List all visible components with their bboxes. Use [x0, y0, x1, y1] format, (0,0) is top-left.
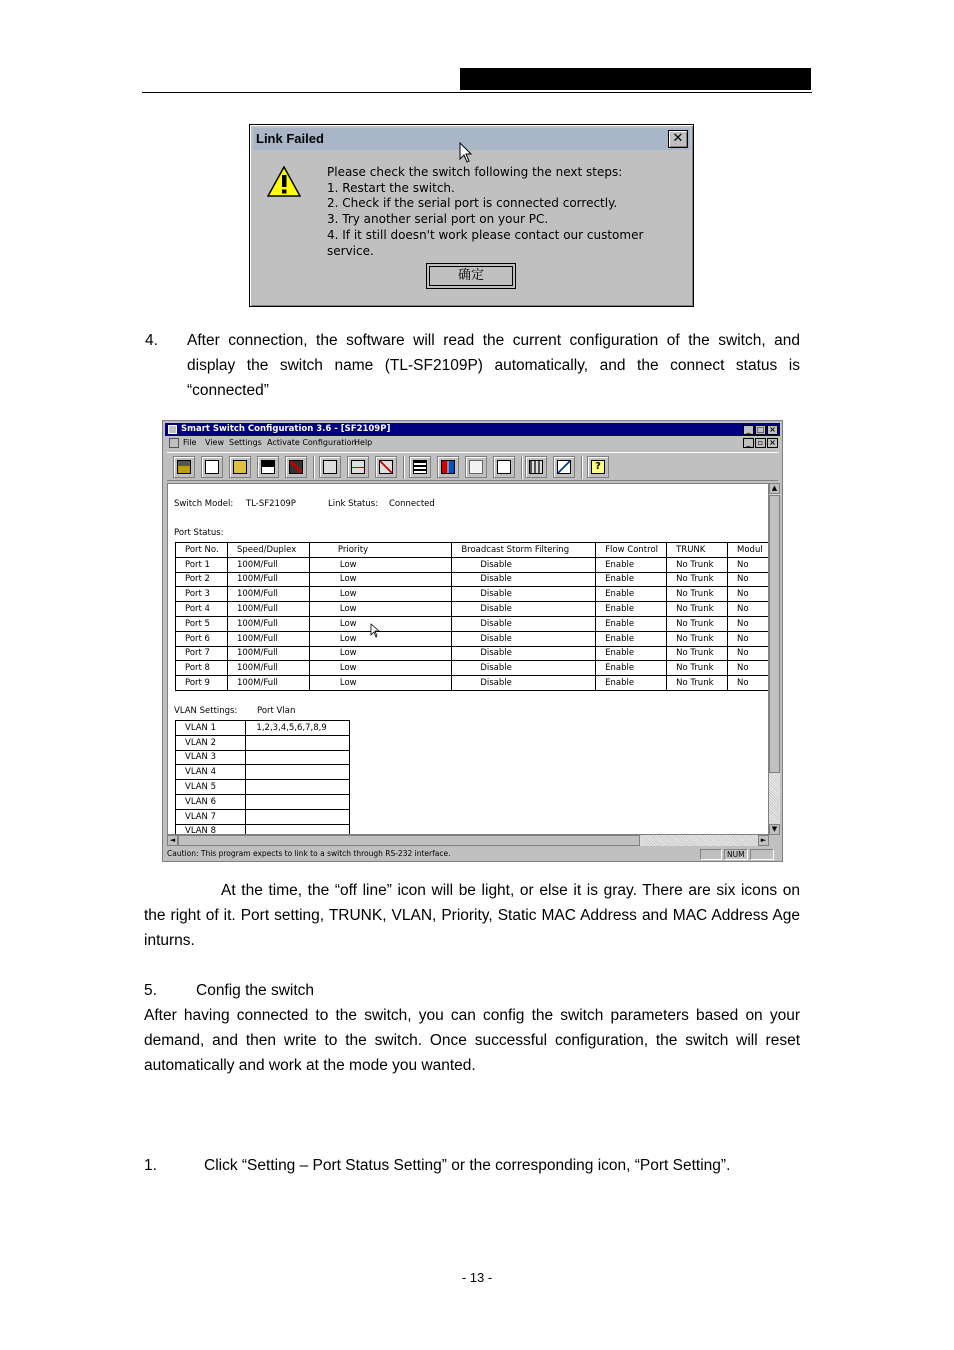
table-cell[interactable]: Low: [309, 602, 451, 617]
menu-help[interactable]: Help: [354, 438, 373, 447]
table-row[interactable]: [176, 735, 350, 750]
message-line: 4. If it still doesn't work please contact our customer service.: [327, 227, 644, 258]
step1-text: Click “Setting – Port Status Setting” or the corresponding icon, “Port Setting”.: [204, 1157, 731, 1174]
table-cell[interactable]: No Trunk: [667, 602, 728, 617]
mac-age-icon[interactable]: [465, 456, 487, 478]
table-cell[interactable]: Enable: [596, 616, 667, 631]
scroll-left-icon[interactable]: ◄: [167, 835, 178, 846]
table-cell[interactable]: No: [728, 572, 769, 587]
table-cell[interactable]: Disable: [452, 572, 596, 587]
table-cell[interactable]: Disable: [452, 676, 596, 691]
scroll-up-icon[interactable]: ▲: [769, 483, 780, 494]
table-cell[interactable]: VLAN 2: [176, 735, 246, 750]
table-cell[interactable]: No Trunk: [667, 557, 728, 572]
connect-icon[interactable]: [173, 456, 195, 478]
port-setting-icon[interactable]: [319, 456, 341, 478]
vlan-settings-label: VLAN Settings:: [174, 706, 238, 716]
trunk-icon[interactable]: [347, 456, 369, 478]
table-cell[interactable]: No Trunk: [667, 587, 728, 602]
status-bar: [165, 848, 780, 861]
menu-settings[interactable]: Settings: [229, 438, 262, 447]
app-title-bar: [165, 423, 780, 436]
column-header: Flow Control: [596, 543, 667, 558]
table-row[interactable]: [176, 646, 770, 661]
table-cell[interactable]: Port 5: [176, 616, 228, 631]
vertical-scrollbar[interactable]: [769, 483, 780, 835]
table-cell[interactable]: [246, 735, 350, 750]
scroll-right-icon[interactable]: ►: [758, 835, 769, 846]
table-cell[interactable]: No: [728, 602, 769, 617]
table-row[interactable]: [176, 676, 770, 691]
table-cell[interactable]: VLAN 5: [176, 780, 246, 795]
step5-title: Config the switch: [196, 982, 315, 999]
message-line: Please check the switch following the next steps:: [327, 165, 623, 179]
table-cell[interactable]: VLAN 6: [176, 794, 246, 809]
vlan-icon[interactable]: [375, 456, 397, 478]
table-row[interactable]: [176, 557, 770, 572]
table-cell[interactable]: Port 7: [176, 646, 228, 661]
warning-icon: [266, 165, 302, 199]
menu-file[interactable]: File: [183, 438, 197, 447]
app-icon: [168, 425, 177, 434]
table-cell[interactable]: 100M/Full: [227, 661, 309, 676]
port-status-label: Port Status:: [174, 528, 224, 538]
table-cell[interactable]: 100M/Full: [227, 631, 309, 646]
link-status-label: Link Status:: [328, 499, 379, 509]
new-icon[interactable]: [201, 456, 223, 478]
table-row[interactable]: [176, 824, 350, 835]
reset-icon[interactable]: [553, 456, 575, 478]
step4-number: 4.: [145, 332, 158, 349]
table-cell[interactable]: [246, 824, 350, 835]
table-cell[interactable]: Enable: [596, 661, 667, 676]
table-cell[interactable]: 100M/Full: [227, 572, 309, 587]
table-row[interactable]: [176, 721, 350, 736]
table-row[interactable]: [176, 809, 350, 824]
page-number: - 13 -: [461, 1270, 493, 1285]
open-icon[interactable]: [229, 456, 251, 478]
table-cell[interactable]: No: [728, 616, 769, 631]
save-icon[interactable]: [257, 456, 279, 478]
table-cell[interactable]: No Trunk: [667, 646, 728, 661]
table-cell[interactable]: No Trunk: [667, 661, 728, 676]
child-minimize-icon[interactable]: _: [743, 438, 754, 448]
mouse-cursor-icon: [370, 623, 380, 639]
child-close-icon[interactable]: ×: [767, 438, 778, 448]
table-cell[interactable]: VLAN 4: [176, 765, 246, 780]
table-row[interactable]: [176, 616, 770, 631]
table-cell[interactable]: Enable: [596, 572, 667, 587]
table-cell[interactable]: No: [728, 646, 769, 661]
table-cell[interactable]: Enable: [596, 557, 667, 572]
table-cell[interactable]: Port 3: [176, 587, 228, 602]
close-icon[interactable]: ✕: [668, 130, 688, 148]
table-cell[interactable]: Low: [309, 616, 451, 631]
header-bar: [460, 68, 811, 90]
step5-number: 5.: [144, 982, 157, 999]
message-line: 3. Try another serial port on your PC.: [327, 212, 549, 227]
step5-text: After having connected to the switch, you can config the switch parameters based on your demand, and then write to the switch. Once successful configuration, the switch will reset automatically and work at the mode you wanted.: [144, 1007, 800, 1074]
table-cell[interactable]: 100M/Full: [227, 646, 309, 661]
table-cell[interactable]: No: [728, 676, 769, 691]
table-row[interactable]: [176, 750, 350, 765]
table-cell[interactable]: No: [728, 557, 769, 572]
close-icon[interactable]: ×: [767, 425, 778, 435]
table-row[interactable]: [176, 587, 770, 602]
scroll-down-icon[interactable]: ▼: [769, 824, 780, 835]
status-pane: [700, 849, 722, 860]
status-pane: [750, 849, 774, 860]
table-cell[interactable]: No Trunk: [667, 631, 728, 646]
table-cell[interactable]: Low: [309, 631, 451, 646]
table-row[interactable]: [176, 572, 770, 587]
table-cell[interactable]: VLAN 8: [176, 824, 246, 835]
app-title: Smart Switch Configuration 3.6 - [SF2109P]: [181, 424, 391, 434]
dialog-title: Link Failed: [256, 131, 324, 146]
app-window: [162, 420, 783, 862]
column-header: Modul: [728, 543, 769, 558]
scroll-thumb[interactable]: [769, 495, 780, 773]
menu-activate-configuration[interactable]: Activate Configuration: [267, 438, 357, 447]
table-cell[interactable]: VLAN 7: [176, 809, 246, 824]
priority-icon[interactable]: [409, 456, 431, 478]
horizontal-scrollbar[interactable]: [167, 835, 769, 846]
table-cell[interactable]: 100M/Full: [227, 557, 309, 572]
table-cell[interactable]: No Trunk: [667, 676, 728, 691]
port-vlan-label: Port Vlan: [257, 706, 296, 716]
vlan-table: [175, 720, 350, 835]
table-cell[interactable]: [246, 794, 350, 809]
table-cell[interactable]: Enable: [596, 646, 667, 661]
table-cell[interactable]: Disable: [452, 616, 596, 631]
dialog-message: [327, 165, 693, 259]
num-indicator: NUM: [724, 849, 748, 860]
offline-icon[interactable]: [285, 456, 307, 478]
table-cell[interactable]: No Trunk: [667, 616, 728, 631]
table-cell[interactable]: Enable: [596, 602, 667, 617]
table-cell[interactable]: Port 2: [176, 572, 228, 587]
ok-button[interactable]: 确定: [426, 263, 516, 289]
table-cell[interactable]: Low: [309, 676, 451, 691]
message-line: 2. Check if the serial port is connected correctly.: [327, 196, 618, 211]
document-icon: [169, 438, 179, 448]
table-cell[interactable]: No Trunk: [667, 572, 728, 587]
table-cell[interactable]: No: [728, 587, 769, 602]
table-cell[interactable]: VLAN 1: [176, 721, 246, 736]
table-cell[interactable]: Disable: [452, 602, 596, 617]
table-row[interactable]: [176, 661, 770, 676]
scroll-thumb[interactable]: [178, 835, 640, 846]
table-cell[interactable]: 1,2,3,4,5,6,7,8,9: [246, 721, 350, 736]
maximize-icon[interactable]: □: [756, 425, 765, 434]
table-cell[interactable]: Disable: [452, 631, 596, 646]
read-icon[interactable]: [525, 456, 547, 478]
write-icon[interactable]: [493, 456, 515, 478]
table-header-row: [176, 543, 770, 558]
table-cell[interactable]: [246, 809, 350, 824]
message-line: 1. Restart the switch.: [327, 180, 455, 195]
table-cell[interactable]: No: [728, 661, 769, 676]
header-rule: [142, 92, 812, 93]
step4-text: After connection, the software will read the current configuration of the switch, and display the switch name (TL-SF2109P) automatically, and the connect status is “connected”: [187, 332, 800, 399]
table-cell[interactable]: 100M/Full: [227, 602, 309, 617]
table-cell[interactable]: [246, 750, 350, 765]
table-cell[interactable]: Port 1: [176, 557, 228, 572]
table-cell[interactable]: Disable: [452, 587, 596, 602]
child-restore-icon[interactable]: ▫: [755, 438, 766, 448]
table-cell[interactable]: [246, 780, 350, 795]
port-status-table: [175, 542, 769, 691]
table-cell[interactable]: Port 6: [176, 631, 228, 646]
toolbar: [167, 452, 778, 481]
table-cell[interactable]: Low: [309, 661, 451, 676]
table-row[interactable]: [176, 631, 770, 646]
table-cell[interactable]: Enable: [596, 587, 667, 602]
table-cell[interactable]: Disable: [452, 557, 596, 572]
static-mac-icon[interactable]: [437, 456, 459, 478]
column-header: TRUNK: [667, 543, 728, 558]
menu-view[interactable]: View: [205, 438, 224, 447]
table-cell[interactable]: Enable: [596, 631, 667, 646]
switch-model-value: TL-SF2109P: [246, 499, 296, 509]
table-cell[interactable]: Disable: [452, 646, 596, 661]
help-icon[interactable]: ?: [587, 456, 609, 478]
table-cell[interactable]: Low: [309, 646, 451, 661]
config-view: [167, 483, 769, 835]
minimize-icon[interactable]: _: [743, 425, 754, 435]
table-cell[interactable]: Low: [309, 557, 451, 572]
table-cell[interactable]: No: [728, 631, 769, 646]
table-cell[interactable]: 100M/Full: [227, 676, 309, 691]
column-header: Port No.: [176, 543, 228, 558]
table-cell[interactable]: Enable: [596, 676, 667, 691]
column-header: Broadcast Storm Filtering: [452, 543, 596, 558]
table-cell[interactable]: Disable: [452, 661, 596, 676]
table-cell[interactable]: 100M/Full: [227, 587, 309, 602]
step1-number: 1.: [144, 1157, 157, 1174]
switch-model-label: Switch Model:: [174, 499, 234, 509]
table-cell[interactable]: Low: [309, 587, 451, 602]
table-cell[interactable]: 100M/Full: [227, 616, 309, 631]
table-cell[interactable]: [246, 765, 350, 780]
table-row[interactable]: [176, 780, 350, 795]
mouse-cursor-icon: [459, 142, 473, 164]
column-header: Speed/Duplex: [227, 543, 309, 558]
table-row[interactable]: [176, 765, 350, 780]
status-text: Caution: This program expects to link to a switch through RS-232 interface.: [167, 849, 451, 858]
offline-paragraph: At the time, the “off line” icon will be light, or else it is gray. There are six icons on the right of it. Port setting, TRUNK, VLAN, Priority, Static MAC Address and MAC Address Age inturns.: [144, 882, 800, 949]
table-row[interactable]: [176, 794, 350, 809]
link-status-value: Connected: [389, 499, 435, 509]
menu-bar: [165, 437, 780, 450]
table-cell[interactable]: Port 8: [176, 661, 228, 676]
table-cell[interactable]: Port 9: [176, 676, 228, 691]
column-header: Priority: [309, 543, 451, 558]
table-cell[interactable]: Port 4: [176, 602, 228, 617]
table-row[interactable]: [176, 602, 770, 617]
table-cell[interactable]: Low: [309, 572, 451, 587]
table-cell[interactable]: VLAN 3: [176, 750, 246, 765]
